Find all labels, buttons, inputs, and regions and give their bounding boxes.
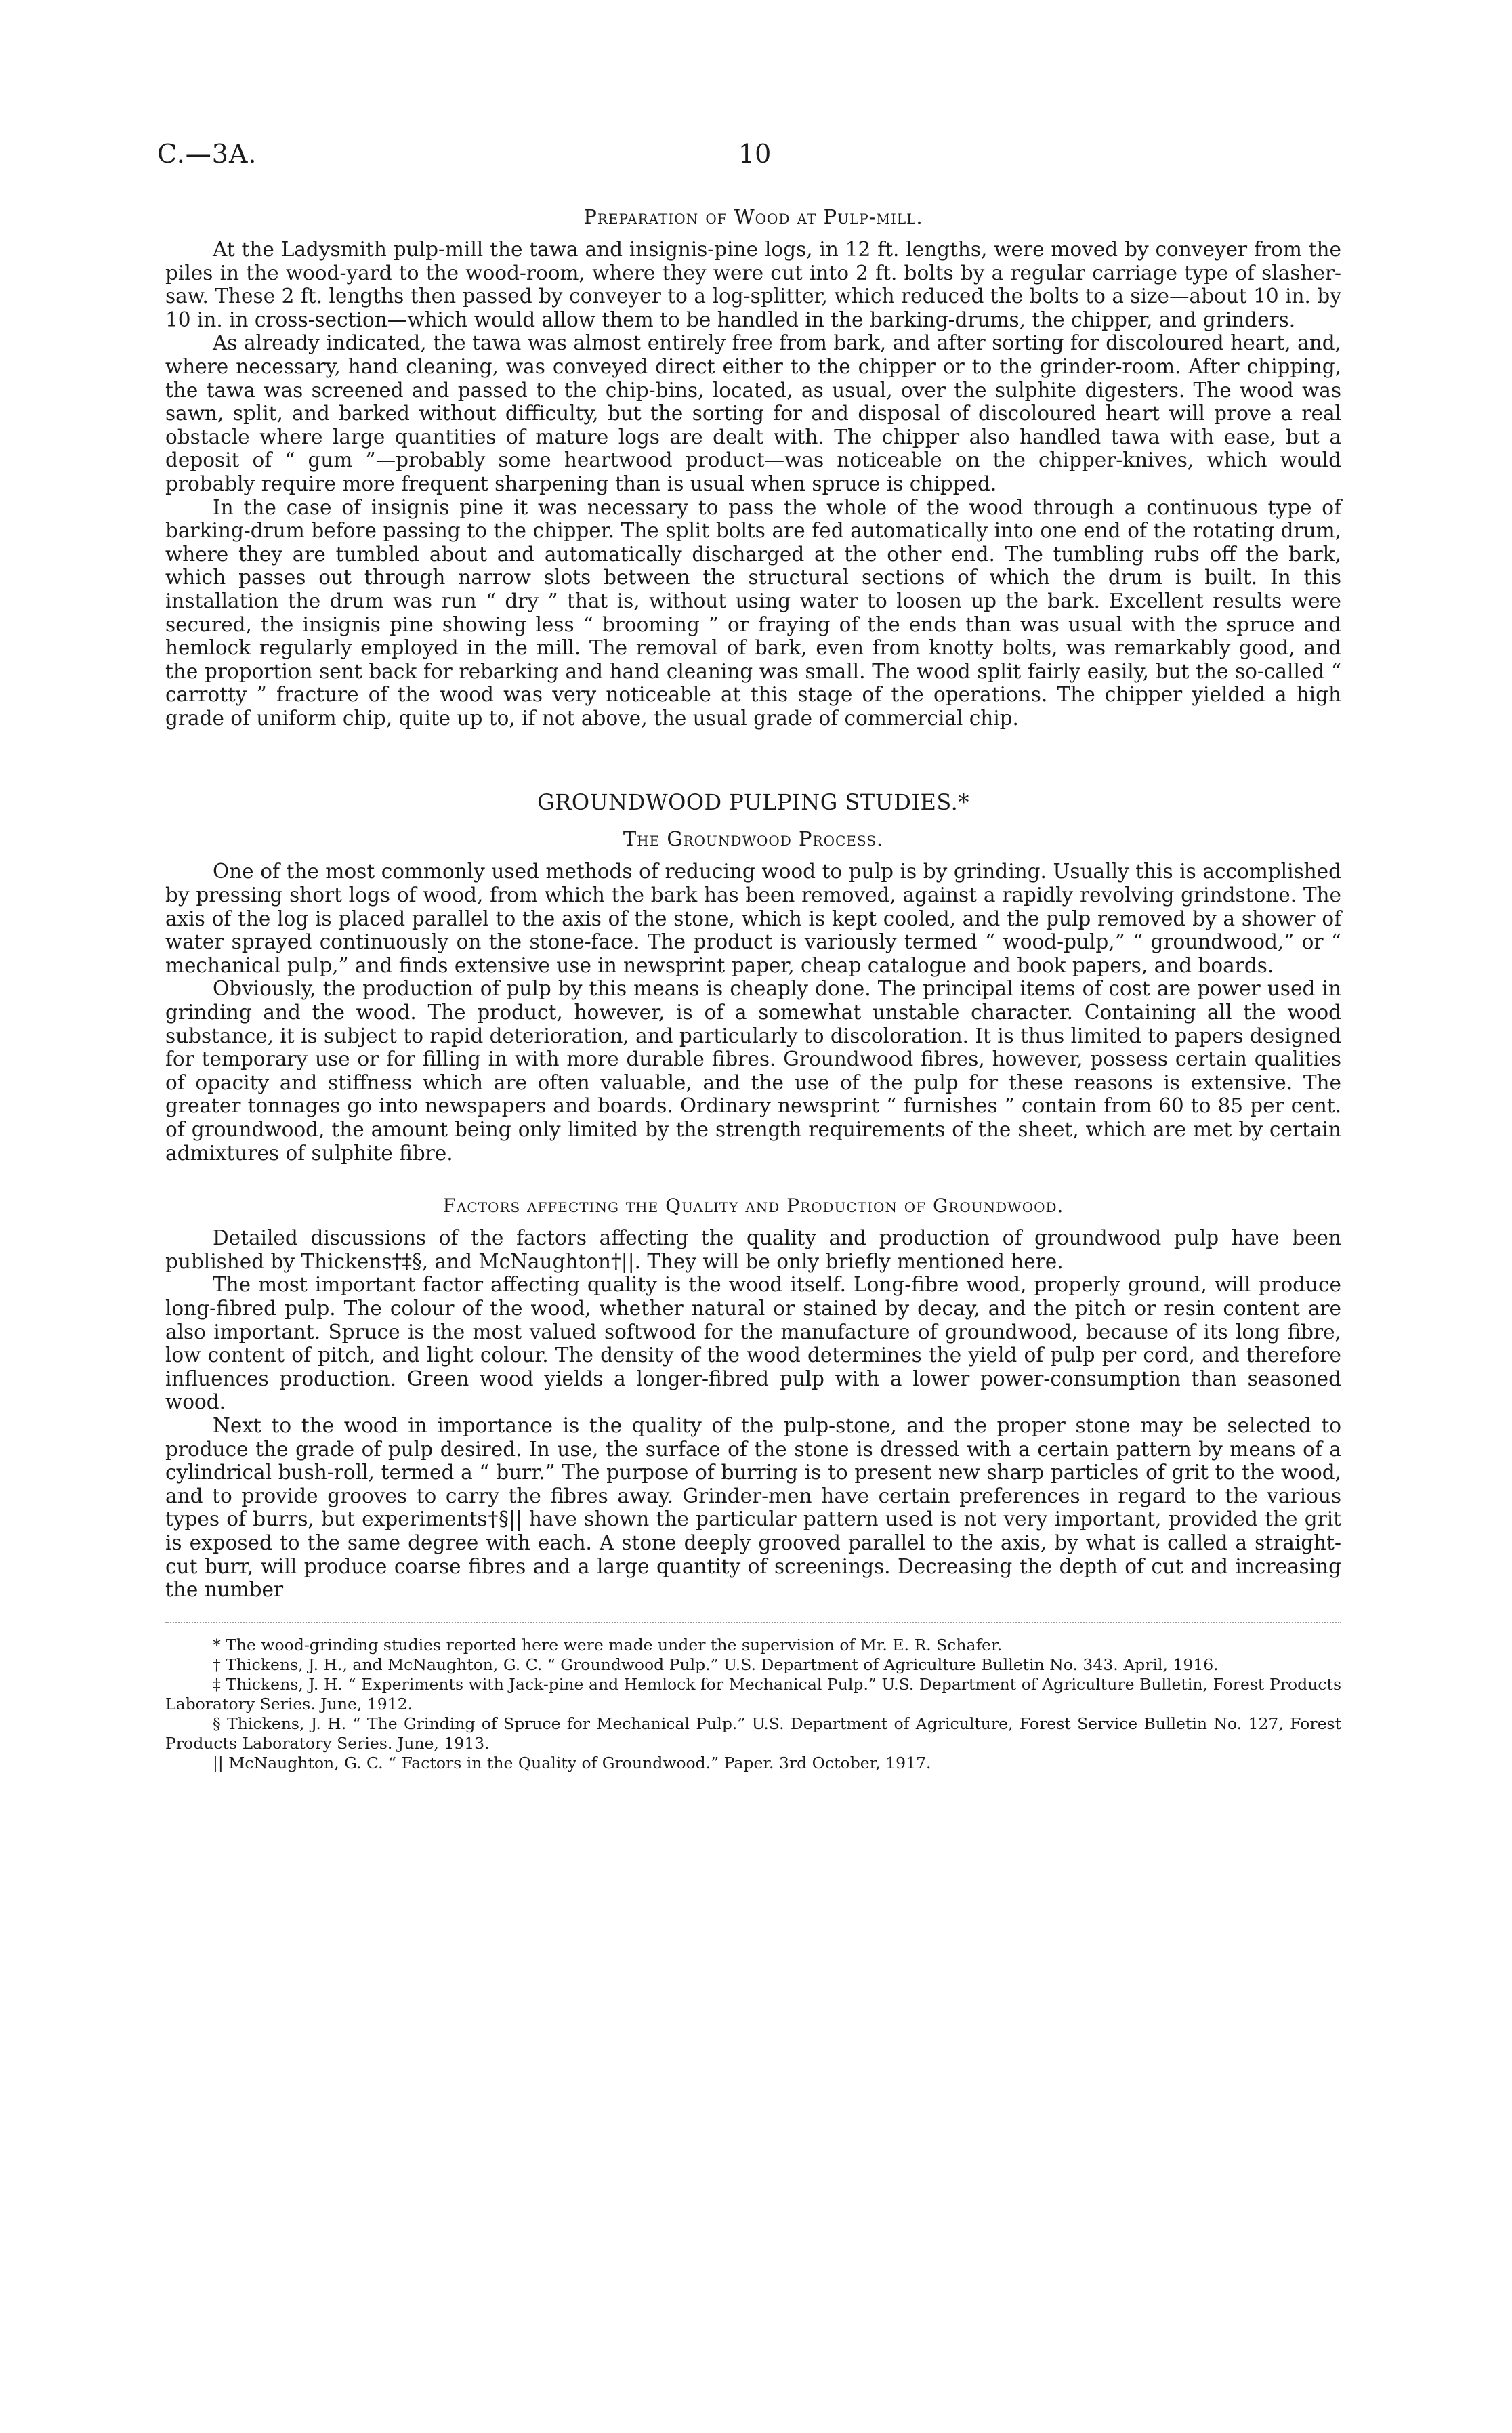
paragraph: In the case of insignis pine it was necessary to pass the whole of the wood through a continuous type of barking-drum before passing to the chipper. The split bolts are fed automatically into one end of the rotating drum, where they are tumbled about and automatically discharged at the other end. The tumbling rubs off the bark, which passes out through narrow slots between the structural sections of which the drum is built. In this installation the drum was run “ dry ” that is, without using water to loosen up the bark. Excellent results were secured, the insignis pine showing less “ brooming ” or fraying of the ends than was usual with the spruce and hemlock regularly employed in the mill. The removal of bark, even from knotty bolts, was remarkably good, and the proportion sent back for rebarking and hand cleaning was small. The wood split fairly easily, but the so-called “ carrotty ” fracture of the wood was very noticeable at this stage of the operations. The chipper yielded a high grade of uniform chip, quite up to, if not above, the usual grade of commercial chip.	[165, 495, 1341, 730]
footnotes	[165, 1636, 1341, 1773]
paragraph: One of the most commonly used methods of reducing wood to pulp is by grinding. Usually this is accomplished by pressing short logs of wood, from which the bark has been removed, against a rapidly revolving grindstone. The axis of the log is placed parallel to the axis of the stone, which is kept cooled, and the pulp removed by a shower of water sprayed continuously on the stone-face. The product is variously termed “ wood-pulp,” “ groundwood,” or “ mechanical pulp,” and finds extensive use in newsprint paper, cheap catalogue and book papers, and boards.	[165, 860, 1341, 977]
footnote: § Thickens, J. H. “ The Grinding of Spruce for Mechanical Pulp.” U.S. Department of Agriculture, Forest Service Bulletin No. 127, Forest Products Laboratory Series. June, 1913.	[165, 1713, 1341, 1753]
paragraph: As already indicated, the tawa was almost entirely free from bark, and after sorting for discoloured heart, and, where necessary, hand cleaning, was conveyed direct either to the chipper or to the grinder-room. After chipping, the tawa was screened and passed to the chip-bins, located, as usual, over the sulphite digesters. The wood was sawn, split, and barked without difficulty, but the sorting for and disposal of discoloured heart will prove a real obstacle where large quantities of mature logs are dealt with. The chipper also handled tawa with ease, but a deposit of “ gum ”—probably some heartwood product—was noticeable on the chipper-knives, which would probably require more frequent sharpening than is usual when spruce is chipped.	[165, 331, 1341, 495]
footnote: † Thickens, J. H., and McNaughton, G. C. “ Groundwood Pulp.” U.S. Department of Agriculture Bulletin No. 343. April, 1916.	[213, 1655, 1219, 1674]
preparation-heading: Preparation of Wood at Pulp-mill.	[583, 205, 923, 228]
footnote: || McNaughton, G. C. “ Factors in the Quality of Groundwood.” Paper. 3rd October, 1917.	[213, 1753, 931, 1772]
document-page	[157, 139, 1341, 2375]
groundwood-heading: GROUNDWOOD PULPING STUDIES.*	[537, 789, 969, 816]
footnote-divider	[165, 1622, 1341, 1623]
document-reference: C.—3A.	[157, 139, 257, 169]
factors-heading: Factors affecting the Quality and Production of Groundwood.	[442, 1194, 1064, 1218]
footnote: ‡ Thickens, J. H. “ Experiments with Jack-pine and Hemlock for Mechanical Pulp.” U.S. Department of Agriculture Bulletin, Forest Products Laboratory Series. June, 1912.	[165, 1674, 1341, 1713]
footnote: * The wood-grinding studies reported here were made under the supervision of Mr. E. R. Schafer.	[213, 1635, 1003, 1655]
running-header	[157, 139, 1341, 180]
paragraph: Obviously, the production of pulp by this means is cheaply done. The principal items of cost are power used in grinding and the wood. The product, however, is of a somewhat unstable character. Containing all the wood substance, it is subject to rapid deterioration, and particularly to discoloration. It is thus limited to papers designed for temporary use or for filling in with more durable fibres. Groundwood fibres, however, possess certain qualities of opacity and stiffness which are often valuable, and the use of the pulp for these reasons is extensive. The greater tonnages go into newspapers and boards. Ordinary newsprint “ furnishes ” contain from 60 to 85 per cent. of groundwood, the amount being only limited by the strength requirements of the sheet, which are met by certain admixtures of sulphite fibre.	[165, 977, 1341, 1165]
paragraph: At the Ladysmith pulp-mill the tawa and insignis-pine logs, in 12 ft. lengths, were moved by conveyer from the piles in the wood-yard to the wood-room, where they were cut into 2 ft. bolts by a regular carriage type of slasher-saw. These 2 ft. lengths then passed by conveyer to a log-splitter, which reduced the bolts to a size—about 10 in. by 10 in. in cross-section—which would allow them to be handled in the barking-drums, the chipper, and grinders.	[165, 238, 1341, 331]
paragraph: Detailed discussions of the factors affecting the quality and production of groundwood pulp have been published by Thickens†‡§, and McNaughton†||. They will be only briefly mentioned here.	[165, 1226, 1341, 1273]
groundwood-process-subheading: The Groundwood Process.	[623, 827, 884, 851]
paragraph: Next to the wood in importance is the quality of the pulp-stone, and the proper stone may be selected to produce the grade of pulp desired. In use, the surface of the stone is dressed with a certain pattern by means of a cylindrical bush-roll, termed a “ burr.” The purpose of burring is to present new sharp particles of grit to the wood, and to provide grooves to carry the fibres away. Grinder-men have certain preferences in regard to the various types of burrs, but experiments†§|| have shown the particular pattern used is not very important, provided the grit is exposed to the same degree with each. A stone deeply grooved parallel to the axis, by what is called a straight-cut burr, will produce coarse fibres and a large quantity of screenings. Decreasing the depth of cut and increasing the number	[165, 1413, 1341, 1602]
paragraph: The most important factor affecting quality is the wood itself. Long-fibre wood, properly ground, will produce long-fibred pulp. The colour of the wood, whether natural or stained by decay, and the pitch or resin content are also important. Spruce is the most valued softwood for the manufacture of groundwood, because of its long fibre, low content of pitch, and light colour. The density of the wood determines the yield of pulp per cord, and therefore influences production. Green wood yields a longer-fibred pulp with a lower power-consumption than seasoned wood.	[165, 1273, 1341, 1414]
page-number: 10	[738, 139, 772, 169]
